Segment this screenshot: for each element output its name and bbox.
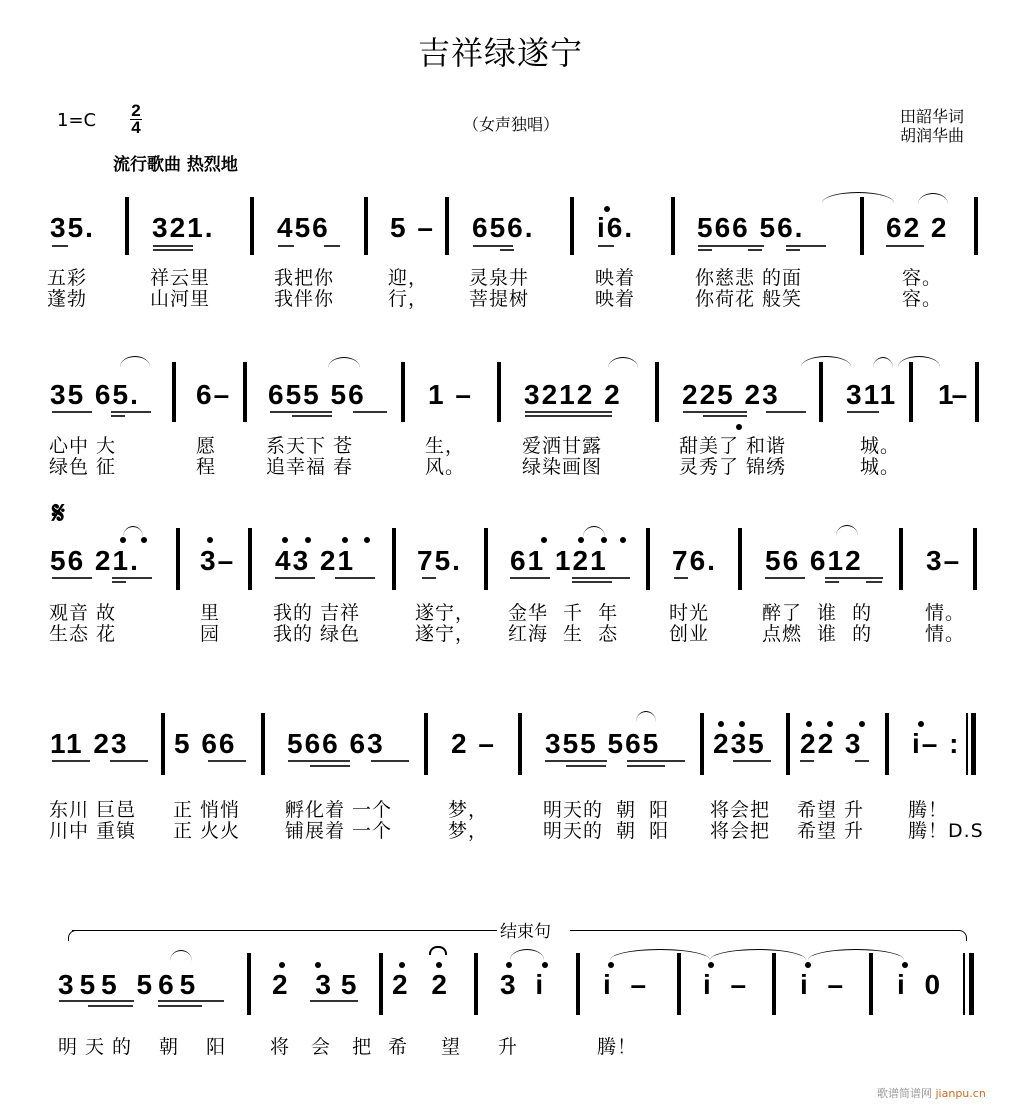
final-barline-thick [969, 953, 974, 1015]
slur-arc [636, 711, 656, 722]
lyric: 城。 [860, 456, 901, 478]
lyric: 醉了 谁 的 [762, 602, 873, 624]
lyric: 红海 生 态 [508, 623, 619, 645]
beam-line [698, 249, 712, 251]
lyric: 点燃 谁 的 [762, 623, 873, 645]
lyric: 甜美了 和谐 [679, 435, 787, 457]
final-barline-thick [971, 713, 976, 775]
measure: 76. [672, 545, 717, 576]
beam-line [545, 760, 607, 762]
beam-line [698, 245, 764, 247]
measure: 311 [846, 379, 898, 410]
barline [247, 953, 251, 1015]
lyric: 升 [498, 1036, 519, 1058]
high-octave-dot [506, 962, 512, 968]
lyric: 祥云里 [150, 267, 211, 289]
lyric: 我伴你 [274, 288, 335, 310]
high-octave-dot [207, 537, 213, 543]
barline [576, 953, 580, 1015]
barline [570, 197, 574, 255]
measure: 62 2 [886, 212, 949, 243]
barline [738, 528, 742, 590]
barline [899, 528, 903, 590]
beam-line [52, 411, 92, 413]
beam-line [598, 245, 614, 247]
measure: 566 56. [697, 212, 805, 243]
lyric: 腾！ [597, 1036, 638, 1058]
high-octave-dot [739, 721, 745, 727]
barline [974, 197, 978, 255]
beam-line [153, 245, 193, 247]
bracket-hook-left [68, 930, 77, 941]
time-signature [129, 103, 143, 136]
slur-arc [120, 356, 150, 367]
lyric: 正 悄悄 [173, 799, 241, 821]
measure: 225 23 [682, 379, 780, 410]
barline [176, 528, 180, 590]
beam-line [765, 577, 805, 579]
barline [401, 362, 405, 422]
lyric: 你荷花 般笑 [695, 288, 803, 310]
high-octave-dot [578, 537, 584, 543]
barline [909, 362, 913, 422]
high-octave-dot [279, 962, 285, 968]
beam-line [510, 577, 550, 579]
measure: 35 65. [50, 379, 140, 410]
beam-line [683, 411, 747, 413]
high-octave-dot [918, 721, 924, 727]
measure: 56 21. [50, 545, 140, 576]
lyric: 将会把 [710, 799, 771, 821]
high-octave-dot [827, 721, 833, 727]
measure: 3212 2 [524, 379, 622, 410]
beam-line [855, 760, 869, 762]
measure: 355 565 [545, 728, 661, 759]
barline [869, 953, 873, 1015]
lyric: 系天下 苍 [266, 435, 354, 457]
key-signature: 1=C [57, 110, 97, 131]
ending-label: 结束句 [500, 922, 551, 942]
barline [248, 528, 252, 590]
high-octave-dot [141, 537, 147, 543]
barline [975, 362, 979, 422]
high-octave-dot [542, 962, 548, 968]
fermata-icon [429, 946, 447, 955]
beam-line [866, 581, 882, 583]
measure: i – [603, 969, 653, 1000]
measure: 11 23 [50, 728, 129, 759]
lyric: 明天的 朝 阳 [543, 820, 670, 842]
high-octave-dot [805, 962, 811, 968]
beam-line [422, 577, 436, 579]
beam-line [473, 245, 513, 247]
barline [424, 713, 428, 775]
barline [379, 953, 383, 1015]
high-octave-dot [718, 721, 724, 727]
lyric: 遂宁， [415, 602, 476, 624]
lyric: 铺展着 一个 [285, 820, 393, 842]
beam-line [886, 245, 924, 247]
barline [392, 528, 396, 590]
barline [677, 953, 681, 1015]
barline [484, 528, 488, 590]
measure: 61 121 [510, 545, 608, 576]
lyric: 生态 花 [49, 623, 117, 645]
watermark-text: 歌谱简谱网 [877, 1087, 932, 1100]
lyricist-credit: 田韶华词 [900, 107, 965, 126]
lyric: 灵秀了 锦绣 [679, 456, 787, 478]
beam-line [525, 411, 612, 413]
beam-line [110, 760, 148, 762]
beam-line [52, 245, 68, 247]
measure: i– : [912, 728, 961, 759]
lyric: 明天的 朝 阳 [58, 1036, 234, 1058]
lyric: 明天的 朝 阳 [543, 799, 670, 821]
barline [700, 713, 704, 775]
measure: 3– [926, 545, 962, 576]
high-octave-dot [315, 962, 321, 968]
beam-line [627, 765, 665, 767]
high-octave-dot [399, 962, 405, 968]
beam-line [627, 760, 685, 762]
tie-arc [608, 357, 638, 368]
high-octave-dot [806, 721, 812, 727]
lyric: 里 [200, 602, 221, 624]
high-octave-dot [282, 537, 288, 543]
beam-line [825, 577, 883, 579]
lyric: 观音 故 [49, 602, 117, 624]
beam-line [847, 411, 879, 413]
lyric: 容。 [902, 267, 943, 289]
measure: 566 63 [287, 728, 385, 759]
lyric: 梦， [448, 799, 489, 821]
style-marking: 流行歌曲 热烈地 [113, 155, 238, 175]
lyric: 程 [196, 456, 217, 478]
lyric: 时光 [669, 602, 710, 624]
barline [125, 197, 129, 255]
song-title: 吉祥绿遂宁 [418, 34, 584, 72]
lyric: 将 会 把 [270, 1036, 380, 1058]
lyric: 容。 [902, 288, 943, 310]
high-octave-dot [859, 721, 865, 727]
barline [364, 197, 368, 255]
tie-arc [873, 357, 893, 368]
beam-line [278, 245, 294, 247]
measure: 3– [200, 545, 236, 576]
lyric: 城。 [860, 435, 901, 457]
high-octave-dot [604, 206, 610, 212]
high-octave-dot [620, 537, 626, 543]
measure: 43 21 [275, 545, 356, 576]
beam-line [525, 415, 612, 417]
barline [885, 713, 889, 775]
high-octave-dot [342, 537, 348, 543]
barline [772, 953, 776, 1015]
beam-line [52, 577, 92, 579]
lyric: 川中 重镇 [49, 820, 137, 842]
beam-line [59, 1000, 134, 1002]
lyric: 金华 千 年 [508, 602, 619, 624]
measure: 321. [152, 212, 215, 243]
slur-arc [510, 949, 544, 960]
tie-arc [808, 949, 904, 960]
beam-line [111, 411, 151, 413]
lyric: 行， [388, 288, 429, 310]
measure: 1 – [428, 379, 473, 410]
barline [497, 362, 501, 422]
measure: i – [800, 969, 850, 1000]
lyric: 追幸福 春 [266, 456, 354, 478]
beam-line [112, 577, 152, 579]
performance-note: （女声独唱） [463, 115, 560, 134]
measure: 655 56 [268, 379, 366, 410]
measure: 355 565 [58, 969, 202, 1000]
final-barline-thin [963, 953, 965, 1015]
barline [860, 197, 864, 255]
slur-arc [836, 525, 858, 536]
high-octave-dot [541, 537, 547, 543]
lyric: 愿 [196, 435, 217, 457]
lyric: 希望 升 [797, 799, 865, 821]
barline [161, 713, 165, 775]
barline [646, 528, 650, 590]
lyric: 我把你 [274, 267, 335, 289]
beam-line [310, 765, 350, 767]
lyric: 我的 吉祥 [273, 602, 361, 624]
measure: 5 – [390, 212, 435, 243]
bracket-hook-right [958, 930, 967, 941]
tie-arc [898, 356, 940, 367]
ending-bracket-left [72, 930, 497, 931]
beam-line [572, 581, 612, 583]
beam-line [566, 765, 606, 767]
time-sig-top: 2 [131, 101, 141, 120]
beam-line [112, 581, 126, 583]
measure: 235 [713, 728, 766, 759]
lyric: 映着 [595, 288, 636, 310]
measure: 1– [938, 379, 966, 410]
beam-line [88, 1005, 133, 1007]
measure: i6. [597, 212, 635, 243]
barline [243, 362, 247, 422]
beam-line [786, 245, 826, 247]
beam-line [52, 760, 90, 762]
lyric: 创业 [669, 623, 710, 645]
lyric: 情。 [925, 602, 966, 624]
slur-arc [123, 526, 143, 537]
watermark [877, 1085, 986, 1101]
lyric: 东川 巨邑 [49, 799, 137, 821]
measure: i 0 [897, 969, 947, 1000]
beam-line [158, 1000, 224, 1002]
slur-arc [918, 193, 948, 204]
beam-line [153, 249, 193, 251]
beam-line [158, 1005, 202, 1007]
beam-line [353, 411, 387, 413]
beam-line [208, 760, 246, 762]
high-octave-dot [608, 962, 614, 968]
measure: 35. [50, 212, 95, 243]
high-octave-dot [120, 537, 126, 543]
lyric: 孵化着 一个 [285, 799, 393, 821]
lyric: 希 望 [388, 1036, 475, 1058]
barline [819, 362, 823, 422]
beam-line [674, 577, 688, 579]
slur-arc [328, 357, 360, 368]
ds-lyric: 腾！D.S [908, 820, 984, 842]
high-octave-dot [708, 962, 714, 968]
beam-line [572, 577, 630, 579]
lyric: 希望 升 [797, 820, 865, 842]
barline [250, 197, 254, 255]
beam-line [288, 760, 350, 762]
measure: 2 2 [392, 969, 455, 1000]
beam-line [733, 760, 771, 762]
lyric: 正 火火 [173, 820, 241, 842]
measure: 2 – [451, 728, 496, 759]
measure: 3 i [500, 969, 550, 1000]
lyric: 生， [425, 435, 466, 457]
low-octave-dot [736, 424, 742, 430]
barline [474, 953, 478, 1015]
barline [445, 197, 449, 255]
beam-line [703, 415, 747, 417]
slur-arc [170, 950, 192, 961]
barline [671, 197, 675, 255]
beam-line [335, 577, 375, 579]
lyric: 腾！ [908, 799, 949, 821]
measure: 22 3 [800, 728, 863, 759]
lyric: 绿色 征 [49, 456, 117, 478]
lyric: 迎， [388, 267, 429, 289]
lyric: 园 [200, 623, 221, 645]
high-octave-dot [364, 537, 370, 543]
lyric: 映着 [595, 267, 636, 289]
lyric: 灵泉井 [469, 267, 530, 289]
final-barline-thin [966, 713, 968, 775]
lyric: 风。 [425, 456, 466, 478]
barline [973, 528, 977, 590]
barline [261, 713, 265, 775]
beam-line [500, 249, 514, 251]
time-sig-bottom: 4 [131, 118, 141, 137]
tie-arc [610, 949, 710, 960]
barline [518, 713, 522, 775]
high-octave-dot [436, 962, 442, 968]
measure: 6– [196, 379, 232, 410]
beam-line [292, 415, 332, 417]
high-octave-dot [601, 537, 607, 543]
measure: 56 612 [765, 545, 863, 576]
lyric: 绿染画图 [522, 456, 603, 478]
measure: 656. [472, 212, 535, 243]
slur-arc [583, 526, 605, 537]
ending-bracket-right [570, 930, 960, 931]
lyric: 山河里 [150, 288, 211, 310]
lyric: 我的 绿色 [273, 623, 361, 645]
beam-line [748, 249, 762, 251]
beam-line [324, 245, 340, 247]
lyric: 梦， [448, 820, 489, 842]
tie-arc [710, 949, 806, 960]
barline [172, 362, 176, 422]
tie-arc [822, 192, 894, 203]
lyric: 蓬勃 [47, 288, 88, 310]
watermark-domain: jianpu.cn [935, 1087, 986, 1100]
beam-line [800, 760, 814, 762]
beam-line [825, 581, 839, 583]
measure: 75. [417, 545, 462, 576]
beam-line [111, 415, 125, 417]
beam-line [786, 249, 800, 251]
beam-line [310, 1000, 358, 1002]
segno-icon: 𝄋 [52, 496, 65, 531]
beam-line [766, 411, 806, 413]
beam-line [270, 411, 332, 413]
lyric: 菩提树 [469, 288, 530, 310]
measure: 456 [277, 212, 330, 243]
lyric: 情。 [925, 623, 966, 645]
barline [786, 713, 790, 775]
composer-credit: 胡润华曲 [900, 126, 965, 145]
high-octave-dot [902, 962, 908, 968]
lyric: 五彩 [47, 267, 88, 289]
lyric: 将会把 [710, 820, 771, 842]
measure: 2 35 [272, 969, 367, 1000]
measure: i – [703, 969, 753, 1000]
beam-line [371, 760, 409, 762]
barline [655, 362, 659, 422]
lyric: 爱洒甘露 [522, 435, 603, 457]
measure: 5 66 [174, 728, 237, 759]
lyric: 遂宁， [415, 623, 476, 645]
tie-arc [801, 356, 851, 367]
high-octave-dot [305, 537, 311, 543]
beam-line [275, 577, 315, 579]
lyric: 你慈悲 的面 [695, 267, 803, 289]
lyric: 心中 大 [49, 435, 117, 457]
